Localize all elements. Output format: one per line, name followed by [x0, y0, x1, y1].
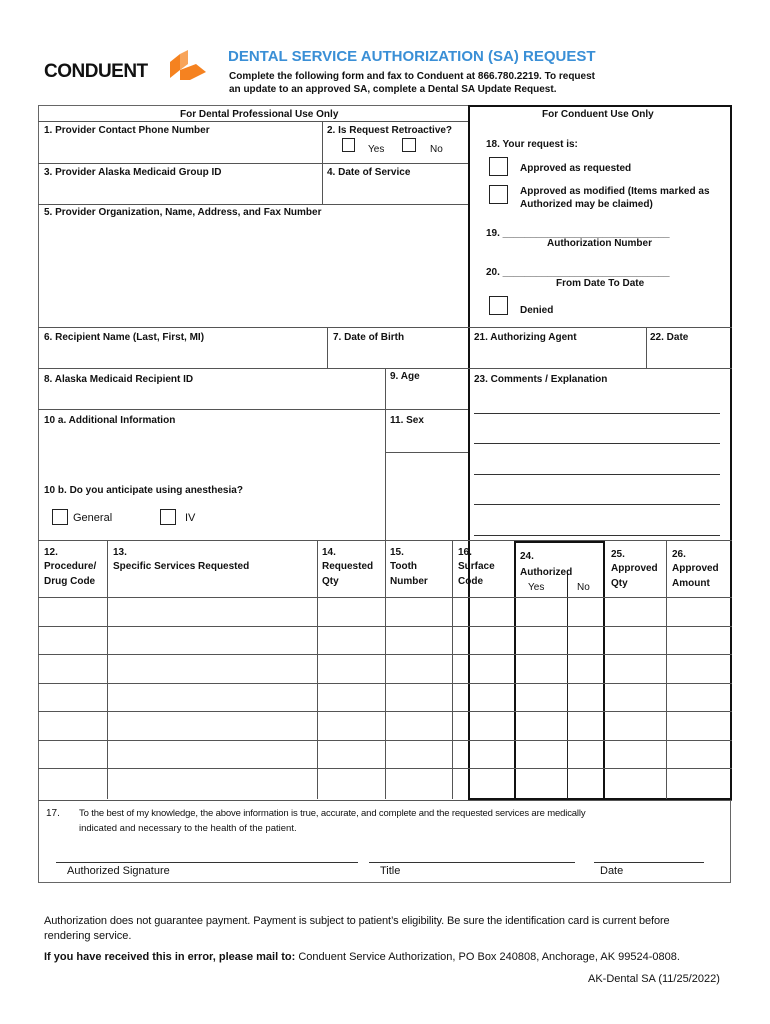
- title-label: Title: [380, 865, 401, 877]
- col-surface-num: 16.: [458, 547, 472, 558]
- mail-notice-bold: If you have received this in error, please mail to:: [44, 951, 296, 963]
- title-line[interactable]: [369, 862, 575, 863]
- retroactive-no-label: No: [430, 144, 443, 155]
- col-approved-amt-l2: Amount: [672, 578, 710, 589]
- auth-date-label: 22. Date: [650, 332, 689, 343]
- date-range-label: From Date To Date: [556, 278, 645, 289]
- authorization-number-field[interactable]: 19. ______________________________: [486, 228, 670, 239]
- approved-checkbox[interactable]: [489, 157, 508, 176]
- left-panel-heading: For Dental Professional Use Only: [180, 109, 339, 120]
- disclaimer-line1: Authorization does not guarantee payment. Payment is subject to patient’s eligibility. Be sure the identification card is current before: [44, 915, 670, 927]
- col-surface-l1: Surface: [458, 561, 495, 572]
- retroactive-no-checkbox[interactable]: [402, 138, 416, 152]
- date-range-field[interactable]: 20. ______________________________: [486, 267, 670, 278]
- comment-line[interactable]: [474, 474, 720, 475]
- col-qty-l2: Qty: [322, 576, 339, 587]
- date-of-service-label: 4. Date of Service: [327, 167, 411, 178]
- authorization-number-label: Authorization Number: [547, 238, 652, 249]
- comment-line[interactable]: [474, 504, 720, 505]
- comment-line[interactable]: [474, 413, 720, 414]
- group-id-label: 3. Provider Alaska Medicaid Group ID: [44, 167, 222, 178]
- comments-label: 23. Comments / Explanation: [474, 374, 608, 385]
- comment-line[interactable]: [474, 535, 720, 536]
- anesthesia-iv-label: IV: [185, 512, 196, 524]
- col-tooth-l2: Number: [390, 576, 428, 587]
- anesthesia-iv-checkbox[interactable]: [160, 509, 176, 525]
- col-approved-qty-l1: Approved: [611, 563, 658, 574]
- date-label: Date: [600, 865, 624, 877]
- retroactive-yes-checkbox[interactable]: [342, 138, 355, 152]
- col-approved-amt-l1: Approved: [672, 563, 719, 574]
- cert-text-line2: indicated and necessary to the health of the patient.: [79, 823, 297, 834]
- date-line[interactable]: [594, 862, 704, 863]
- approved-label: Approved as requested: [520, 163, 632, 174]
- col-authorized-num: 24.: [520, 551, 534, 562]
- anesthesia-label: 10 b. Do you anticipate using anesthesia?: [44, 485, 243, 496]
- provider-phone-label: 1. Provider Contact Phone Number: [44, 125, 210, 136]
- authorizing-agent-label: 21. Authorizing Agent: [474, 332, 577, 343]
- denied-label: Denied: [520, 305, 554, 316]
- signature-label: Authorized Signature: [67, 865, 170, 877]
- approved-modified-checkbox[interactable]: [489, 185, 508, 204]
- form-id: AK-Dental SA (11/25/2022): [588, 973, 720, 985]
- approved-modified-label-1: Approved as modified (Items marked as: [520, 186, 710, 197]
- col-procedure-l1: Procedure/: [44, 561, 97, 572]
- brand-wordmark: CONDUENT: [44, 61, 148, 82]
- col-approved-qty-l2: Qty: [611, 578, 628, 589]
- sex-label: 11. Sex: [390, 415, 424, 426]
- col-procedure-l2: Drug Code: [44, 576, 96, 587]
- request-status-label: 18. Your request is:: [486, 139, 578, 150]
- col-procedure-num: 12.: [44, 547, 58, 558]
- disclaimer-line2: rendering service.: [44, 930, 132, 942]
- retroactive-label: 2. Is Request Retroactive?: [327, 125, 453, 136]
- date-of-birth-label: 7. Date of Birth: [333, 332, 405, 343]
- col-tooth-num: 15.: [390, 547, 404, 558]
- denied-checkbox[interactable]: [489, 296, 508, 315]
- recipient-id-label: 8. Alaska Medicaid Recipient ID: [44, 374, 194, 385]
- cert-text-line1: To the best of my knowledge, the above information is true, accurate, and complete and the requested services are medically: [79, 808, 586, 819]
- col-authorized-no: No: [577, 582, 590, 593]
- mail-notice-address: Conduent Service Authorization, PO Box 240808, Anchorage, AK 99524-0808.: [295, 951, 680, 963]
- anesthesia-general-label: General: [73, 512, 113, 524]
- col-services-l1: Specific Services Requested: [113, 561, 250, 572]
- form-title: DENTAL SERVICE AUTHORIZATION (SA) REQUEST: [228, 48, 596, 65]
- conduent-logo-icon: [166, 50, 214, 88]
- form-subtitle-line1: Complete the following form and fax to Conduent at 866.780.2219. To request: [229, 71, 595, 82]
- cert-number: 17.: [46, 808, 60, 819]
- col-qty-num: 14.: [322, 547, 336, 558]
- col-approved-qty-num: 25.: [611, 549, 625, 560]
- additional-info-label: 10 a. Additional Information: [44, 415, 176, 426]
- retroactive-yes-label: Yes: [368, 144, 385, 155]
- authorized-column-box: [514, 541, 605, 800]
- anesthesia-general-checkbox[interactable]: [52, 509, 68, 525]
- col-tooth-l1: Tooth: [390, 561, 418, 572]
- form-subtitle-line2: an update to an approved SA, complete a Dental SA Update Request.: [229, 84, 557, 95]
- col-services-num: 13.: [113, 547, 127, 558]
- col-qty-l1: Requested: [322, 561, 374, 572]
- col-authorized-yes: Yes: [528, 582, 545, 593]
- col-authorized-l1: Authorized: [520, 567, 573, 578]
- col-approved-amt-num: 26.: [672, 549, 686, 560]
- approved-modified-label-2: Authorized may be claimed): [520, 199, 653, 210]
- recipient-name-label: 6. Recipient Name (Last, First, MI): [44, 332, 205, 343]
- age-label: 9. Age: [390, 371, 420, 382]
- comment-line[interactable]: [474, 443, 720, 444]
- col-surface-l2: Code: [458, 576, 483, 587]
- right-panel-heading: For Conduent Use Only: [542, 109, 654, 120]
- mail-notice: [44, 950, 680, 965]
- provider-org-label: 5. Provider Organization, Name, Address, and Fax Number: [44, 207, 322, 218]
- signature-line[interactable]: [56, 862, 358, 863]
